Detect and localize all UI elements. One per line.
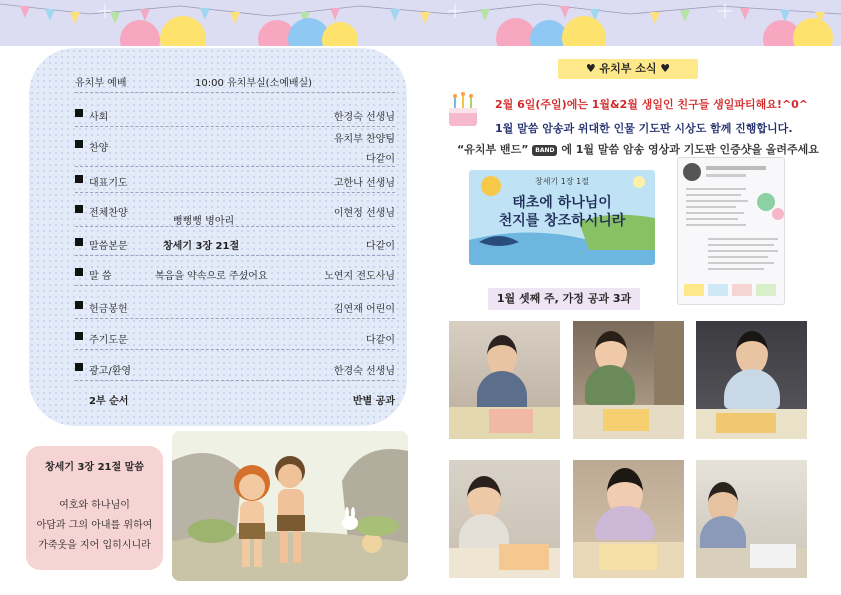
order-person: 김연재 어린이 <box>333 304 395 315</box>
order-label: 대표기도 <box>89 178 128 189</box>
top-banner <box>0 0 841 46</box>
prayer-board-thumbnail <box>677 157 785 305</box>
order-label: 광고/환영 <box>89 366 132 377</box>
order-row <box>75 267 395 285</box>
band-app-icon: BAND <box>532 145 557 156</box>
order-row <box>75 362 395 380</box>
order-person: 다같이 <box>366 154 395 165</box>
worship-order-panel <box>29 48 407 426</box>
order-person: 고한나 선생님 <box>333 178 395 189</box>
order-label: 찬양 <box>89 143 109 154</box>
order-person: 한경숙 선생님 <box>333 112 395 123</box>
lesson-photo <box>696 460 807 578</box>
birthday-notice: 2월 6일(주일)에는 1월&2월 생일인 친구들 생일파티해요!^0^ <box>495 98 809 111</box>
order-row <box>75 74 395 92</box>
bullet-square-icon <box>75 363 83 371</box>
order-label: 사회 <box>89 112 109 123</box>
card-headline: 태초에 하나님이 <box>512 195 612 211</box>
genesis-verse-card <box>469 170 655 265</box>
lesson-title: 1월 셋째 주, 가정 공과 3과 <box>488 288 640 310</box>
band-instruction: 에 1월 말씀 암송 영상과 기도판 인증샷을 올려주세요 <box>561 143 819 156</box>
order-row <box>75 108 395 126</box>
lesson-photo <box>573 321 684 439</box>
bullet-square-icon <box>75 175 83 183</box>
adam-eve-illustration <box>172 431 408 581</box>
band-name: “유치부 밴드” <box>457 143 529 156</box>
order-person: 다같이 <box>366 241 395 252</box>
order-row <box>75 300 395 318</box>
lesson-photo <box>573 460 684 578</box>
memory-verse-box <box>26 446 163 570</box>
order-person: 다같이 <box>366 335 395 346</box>
verse-title: 창세기 3장 21절 말씀 <box>45 462 144 473</box>
bullet-square-icon <box>75 205 83 213</box>
order-label: 전체찬양 <box>89 208 128 219</box>
bullet-square-icon <box>75 332 83 340</box>
order-person: 이현정 선생님 <box>333 208 395 219</box>
order-row <box>75 130 395 164</box>
order-time: 10:00 유치부실(소예배실) <box>195 78 313 89</box>
lesson-photo <box>449 460 560 578</box>
verse-line: 가죽옷을 지어 입히시니라 <box>38 540 151 551</box>
order-label: 유치부 예배 <box>75 78 127 89</box>
award-notice: 1월 말씀 암송과 위대한 인물 기도판 시상도 함께 진행합니다. <box>495 122 793 135</box>
band-notice <box>457 141 819 157</box>
order-person: 유치부 찬양팀 <box>333 134 395 145</box>
verse-line: 여호와 하나님이 <box>59 500 130 511</box>
order-footer-right: 반별 공과 <box>352 396 395 407</box>
bullet-square-icon <box>75 140 83 148</box>
order-song: 뻥뻥뻥 병아리 <box>173 216 235 227</box>
order-row <box>75 204 395 226</box>
order-label: 주기도문 <box>89 335 128 346</box>
order-label: 말 씀 <box>89 271 112 282</box>
order-person: 노연지 전도사님 <box>324 271 395 282</box>
card-headline: 천지를 창조하시니라 <box>498 213 626 229</box>
lesson-photo <box>449 321 560 439</box>
verse-line: 아담과 그의 아내를 위하여 <box>36 520 153 531</box>
order-scripture: 창세기 3장 21절 <box>163 241 240 252</box>
order-sermon: 복음을 약속으로 주셨어요 <box>155 271 268 282</box>
bullet-square-icon <box>75 238 83 246</box>
illustration-art <box>172 431 408 581</box>
lesson-photo <box>696 321 807 439</box>
order-row <box>75 237 395 255</box>
order-footer <box>75 392 395 410</box>
order-label: 말씀본문 <box>89 241 128 252</box>
bullet-square-icon <box>75 109 83 117</box>
order-row <box>75 331 395 349</box>
order-row <box>75 174 395 192</box>
order-footer-left: 2부 순서 <box>89 396 129 407</box>
card-caption: 창세기 1장 1절 <box>535 177 589 186</box>
bullet-square-icon <box>75 301 83 309</box>
news-title: ♥ 유치부 소식 ♥ <box>558 59 698 79</box>
bullet-square-icon <box>75 268 83 276</box>
order-label: 헌금봉헌 <box>89 304 128 315</box>
birthday-cake-icon <box>443 90 483 130</box>
order-person: 한경숙 선생님 <box>333 366 395 377</box>
